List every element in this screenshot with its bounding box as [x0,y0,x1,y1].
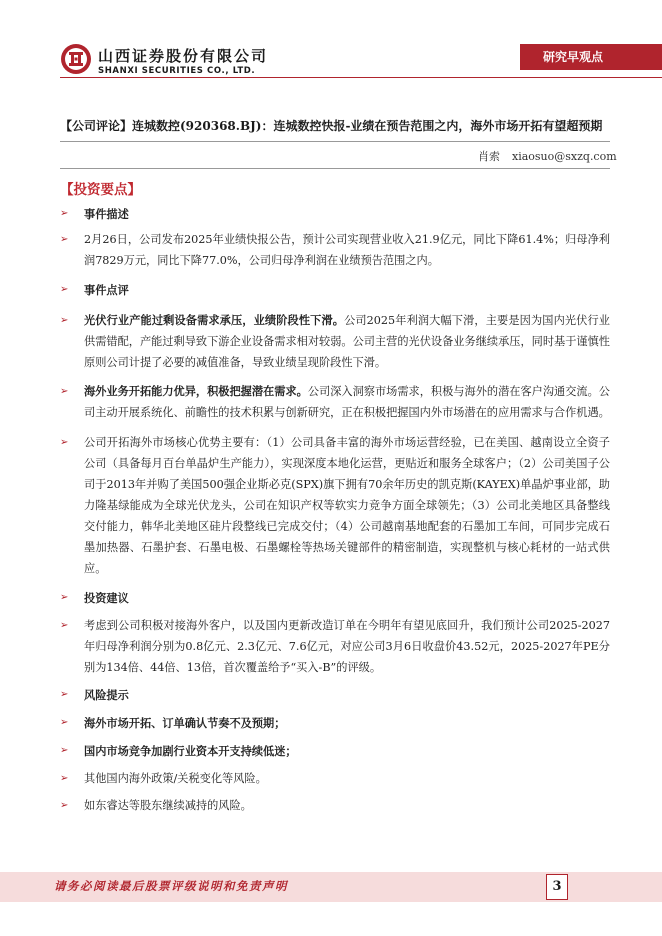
paragraph-text [84,795,610,816]
bullet-paragraph [60,432,610,579]
title-divider [60,141,610,142]
arrow-bullet-icon: ➢ [60,284,69,295]
arrow-bullet-icon: ➢ [60,773,69,784]
paragraph-text [84,229,610,271]
bullet-heading [60,279,610,301]
paragraph-body: 如东睿达等股东继续减持的风险。 [84,799,252,812]
company-logo-icon [60,43,92,75]
bullet-paragraph [60,310,610,373]
arrow-bullet-icon: ➢ [60,620,69,631]
bullet-heading [60,740,610,762]
heading-text: 事件点评 [84,283,129,297]
arrow-bullet-icon: ➢ [60,592,69,603]
bullet-paragraph [60,795,610,816]
arrow-bullet-icon: ➢ [60,800,69,811]
bullet-paragraph [60,229,610,271]
arrow-bullet-icon: ➢ [60,745,69,756]
paragraph-lead: 海外业务开拓能力优异，积极把握潜在需求。 [84,384,308,398]
paragraph-body: 其他国内海外政策/关税变化等风险。 [84,772,267,785]
author-line [478,148,629,164]
heading-text: 风险提示 [84,688,129,702]
bullet-paragraph [60,768,610,789]
heading-text: 国内市场竞争加剧行业资本开支持续低迷； [84,744,297,758]
report-tag: 研究早观点 [520,44,662,70]
report-title: 【公司评论】连城数控(920368.BJ)：连城数控快报-业绩在预告范围之内，海外市场开拓有望超预期 [60,119,603,133]
company-name-en: SHANXI SECURITIES CO., LTD. [98,66,256,76]
paragraph-lead: 光伏行业产能过剩设备需求承压，业绩阶段性下滑。 [84,313,345,327]
bullet-heading [60,203,610,225]
paragraph-body: 公司2025年利润大幅下滑，主要是因为国内光伏行业供需错配，产能过剩导致下游企业设备需求相对较弱。公司主营的光伏设备业务继续承压，同时基于谨慎性原则公司计提了必要的减值准备，导致业绩呈现阶段性下滑。 [84,314,610,369]
arrow-bullet-icon: ➢ [60,386,69,397]
bullet-paragraph [60,381,610,423]
heading-text: 海外市场开拓、订单确认节奏不及预期； [84,716,286,730]
arrow-bullet-icon: ➢ [60,717,69,728]
arrow-bullet-icon: ➢ [60,689,69,700]
bullet-heading [60,684,610,706]
paragraph-text [84,768,610,789]
paragraph-body: 公司开拓海外市场核心优势主要有：（1）公司具备丰富的海外市场运营经验，已在美国、越南设立全资子公司（具备每月百台单晶炉生产能力），实现深度本地化运营，更贴近和服务全球客户；（2）公司美国子公司于2013年并购了美国500强企业斯必克(SPX)旗下拥有70余年历史的凯克斯(KAYEX)单晶炉事业部，助力隆基绿能成为全球光伏龙头，公司在知识产权等软实力竞争方面全球领先；（3）公司北美地区具备整线交付能力，韩华北美地区硅片段整线已完成交付；（4）公司越南基地配套的石墨加工车间，可同步完成石墨加热器、石墨护套、石墨电极、石墨螺栓等热场关键部件的精密制造，实现整机与核心耗材的一站式供应。 [84,436,610,575]
section-title: 【投资要点】 [60,182,141,198]
heading-text: 投资建议 [84,591,129,605]
report-body [60,203,610,822]
bullet-paragraph [60,615,610,678]
paragraph-text [84,381,610,423]
author-email: xiaosuo@sxzq.com [512,150,617,163]
paragraph-text [84,432,610,579]
author-divider [60,168,610,169]
paragraph-text [84,615,610,678]
page-number: 3 [546,874,568,900]
arrow-bullet-icon: ➢ [60,437,69,448]
arrow-bullet-icon: ➢ [60,315,69,326]
company-name-cn: 山西证券股份有限公司 [98,47,269,65]
paragraph-body: 考虑到公司积极对接海外客户，以及国内更新改造订单在今明年有望见底回升，我们预计公司2025-2027年归母净利润分别为0.8亿元、2.3亿元、7.6亿元，对应公司3月6日收盘价43.52元，2025-2027年PE分别为134倍、44倍、13倍，首次覆盖给予“买入-B”的评级。 [84,619,610,674]
header-divider [60,77,662,78]
bullet-heading [60,712,610,734]
paragraph-text [84,310,610,373]
footer-disclaimer: 请务必阅读最后股票评级说明和免责声明 [54,879,288,893]
heading-text: 事件描述 [84,207,129,221]
page-header [0,0,662,100]
bullet-heading [60,587,610,609]
author-name: 肖索 [478,150,500,163]
arrow-bullet-icon: ➢ [60,208,69,219]
arrow-bullet-icon: ➢ [60,234,69,245]
paragraph-body: 2月26日，公司发布2025年业绩快报公告，预计公司实现营业收入21.9亿元，同比下降61.4%；归母净利润7829万元，同比下降77.0%，公司归母净利润在业绩预告范围之内。 [84,233,610,267]
paragraph-body: 公司深入洞察市场需求，积极与海外的潜在客户沟通交流。公司主动开展系统化、前瞻性的技术积累与创新研究，正在积极把握国内外市场潜在的应用需求与合作机遇。 [84,385,610,419]
